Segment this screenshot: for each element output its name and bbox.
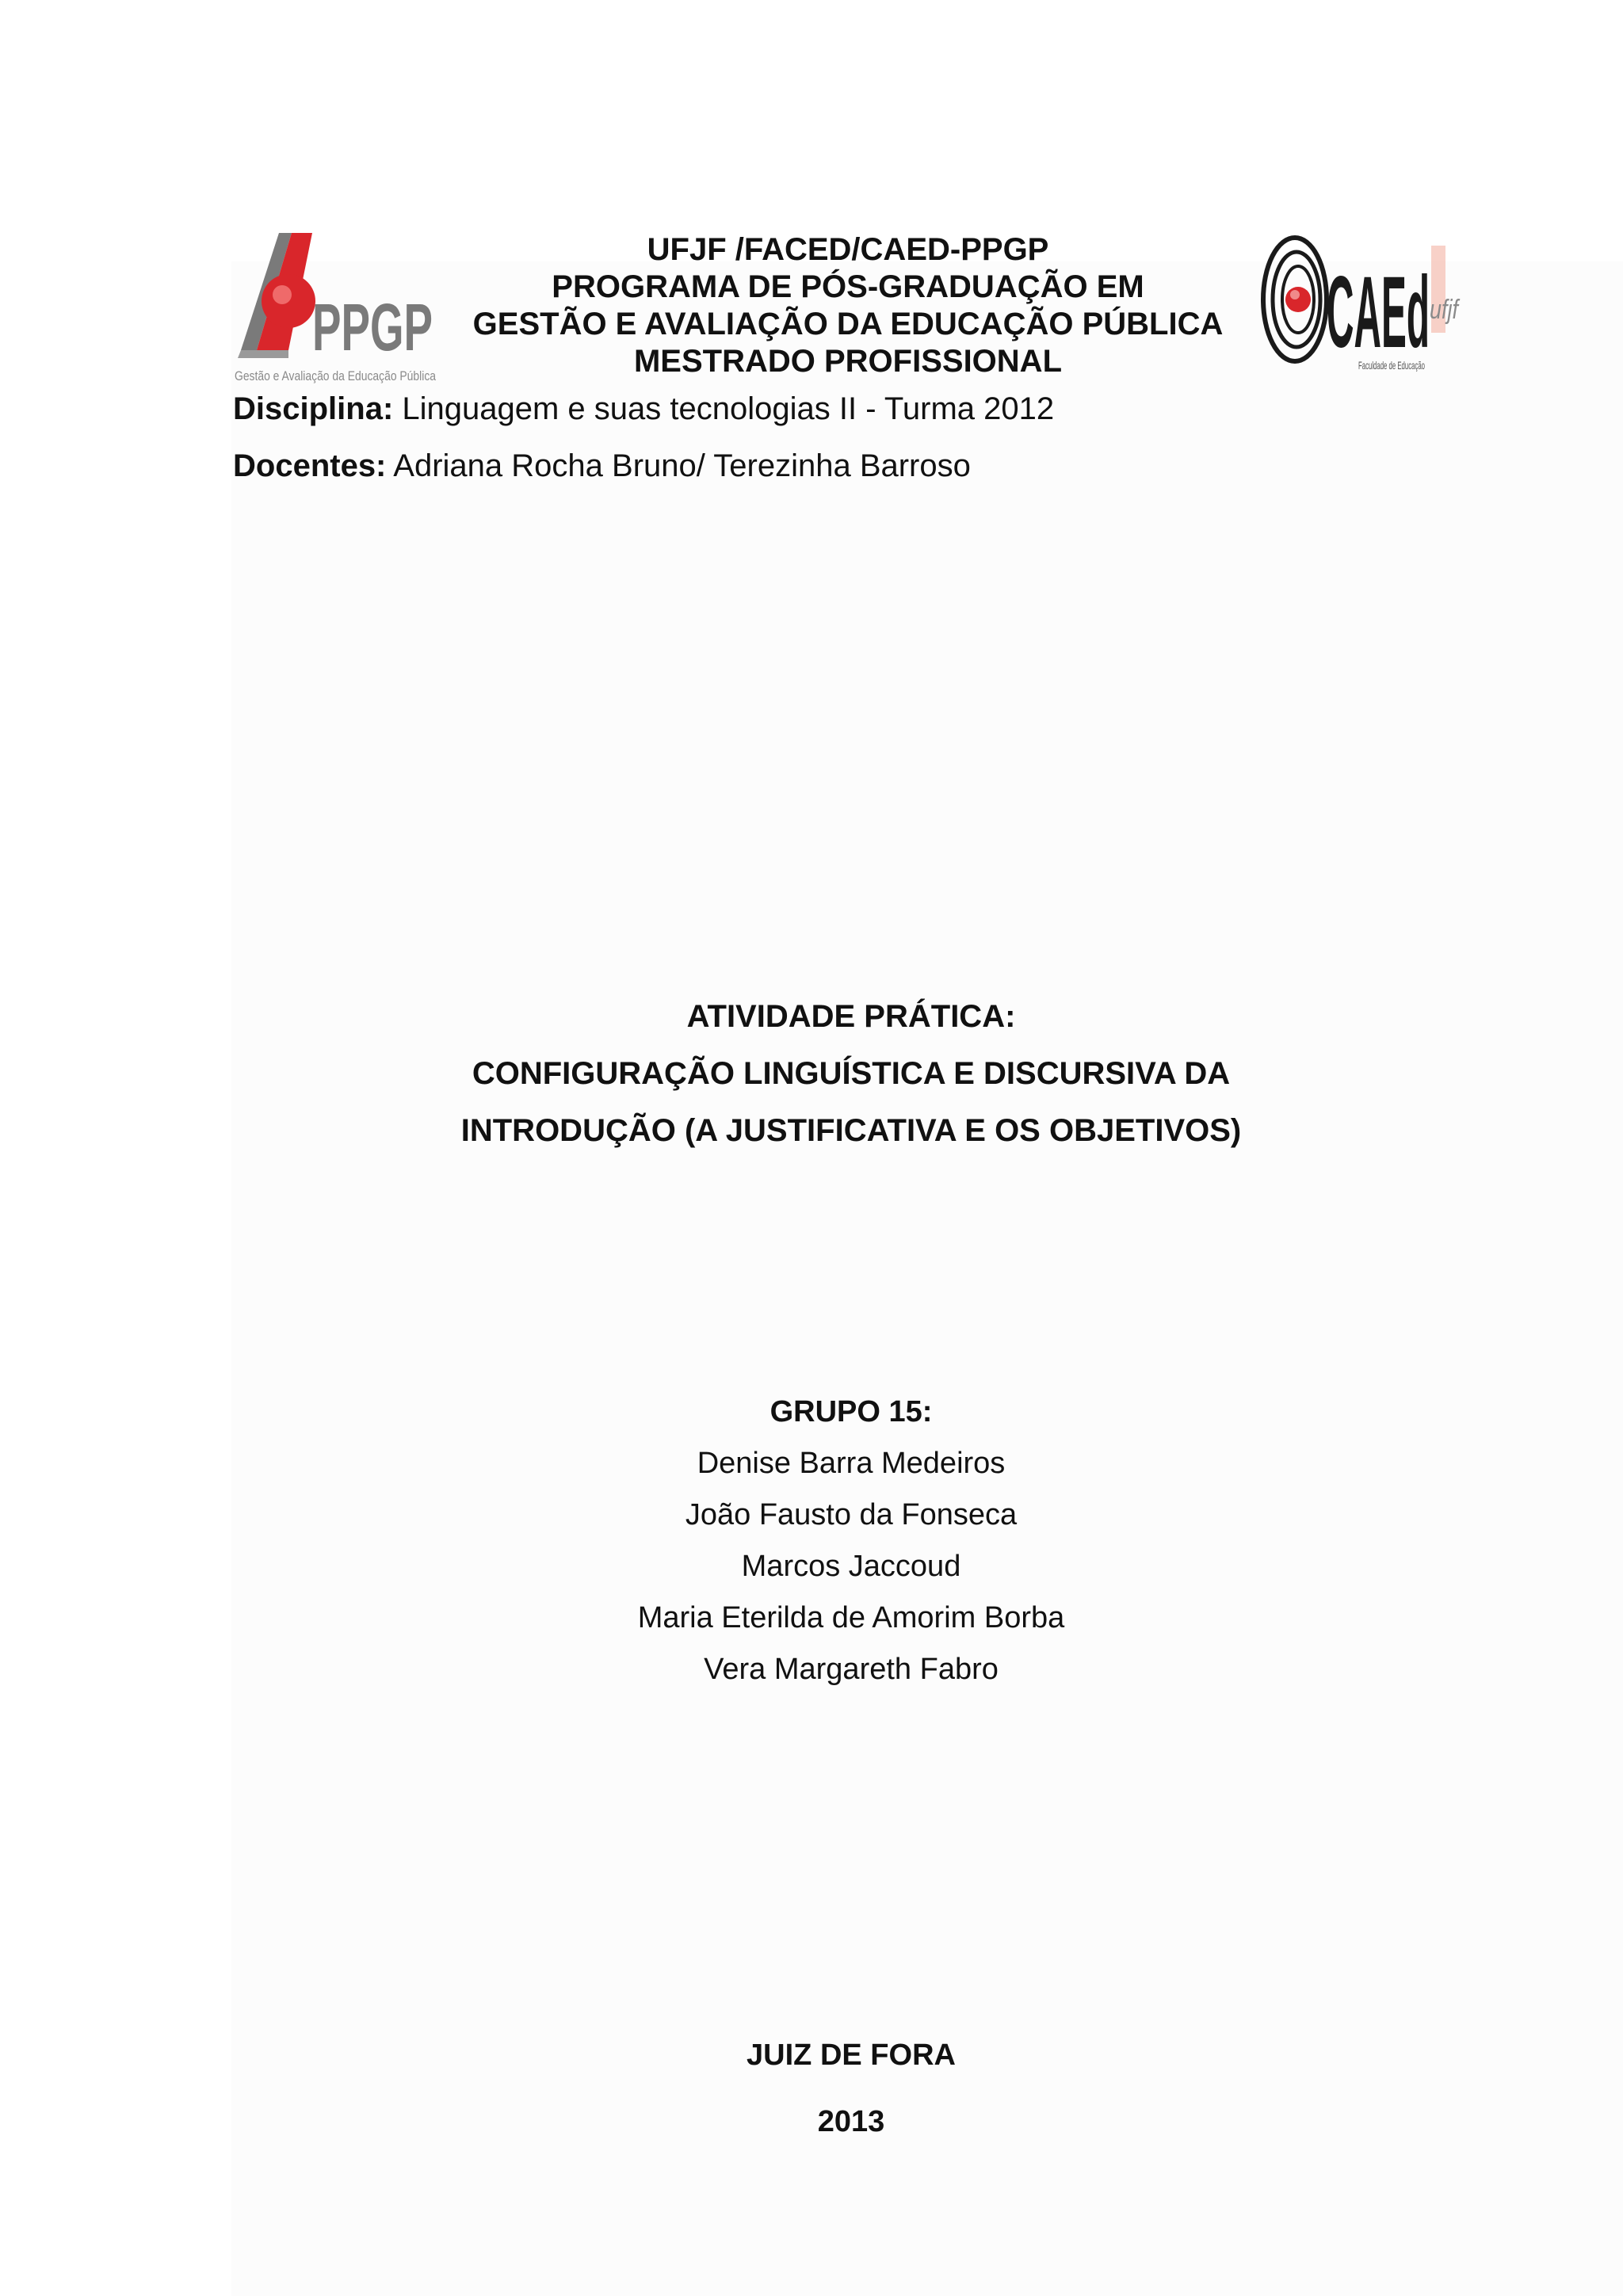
docentes-label: Docentes:: [233, 448, 387, 483]
header-line-3: GESTÃO E AVALIAÇÃO DA EDUCAÇÃO PÚBLICA: [472, 307, 1224, 341]
group-member: Maria Eterilda de Amorim Borba: [637, 1601, 1065, 1634]
disciplina-label: Disciplina:: [233, 391, 394, 426]
page-background: [231, 261, 1623, 2296]
ppgp-wordmark: PPGP: [312, 290, 433, 364]
caed-wordmark: CAEd: [1327, 256, 1430, 369]
footer-city: JUIZ DE FORA: [747, 2039, 956, 2072]
ppgp-logo: [233, 231, 439, 387]
group-block: [0, 1394, 1623, 1688]
group-member: Vera Margareth Fabro: [704, 1653, 999, 1686]
footer-year: 2013: [817, 2105, 885, 2138]
header-line-4: MESTRADO PROFISSIONAL: [633, 344, 1063, 379]
disciplina-line: [233, 390, 1054, 428]
caed-tagline: Faculdade de Educação: [1358, 359, 1426, 372]
docentes-value: Adriana Rocha Bruno/ Terezinha Barroso: [393, 448, 971, 483]
title-line-3: INTRODUÇÃO (A JUSTIFICATIVA E OS OBJETIVOS): [460, 1113, 1242, 1148]
footer-block: [0, 2037, 1623, 2140]
caed-logo: [1260, 230, 1463, 372]
header-line-2: PROGRAMA DE PÓS-GRADUAÇÃO EM: [552, 269, 1144, 304]
group-title: GRUPO 15:: [769, 1395, 933, 1428]
document-header: [0, 0, 1623, 396]
title-line-1: ATIVIDADE PRÁTICA:: [686, 999, 1016, 1034]
activity-title: [0, 997, 1623, 1150]
docentes-line: [233, 447, 971, 485]
title-line-2: CONFIGURAÇÃO LINGUÍSTICA E DISCURSIVA DA: [472, 1056, 1231, 1091]
group-member: João Fausto da Fonseca: [685, 1498, 1018, 1531]
header-line-1: UFJF /FACED/CAED-PPGP: [647, 232, 1049, 267]
institution-heading: [444, 231, 1252, 380]
disciplina-value: Linguagem e suas tecnologias II - Turma 2012: [402, 391, 1055, 426]
ufjf-mark: ufjf: [1430, 295, 1461, 325]
ppgp-tagline: Gestão e Avaliação da Educação Pública: [235, 368, 437, 383]
group-member: Marcos Jaccoud: [741, 1550, 961, 1583]
group-member: Denise Barra Medeiros: [697, 1447, 1006, 1480]
